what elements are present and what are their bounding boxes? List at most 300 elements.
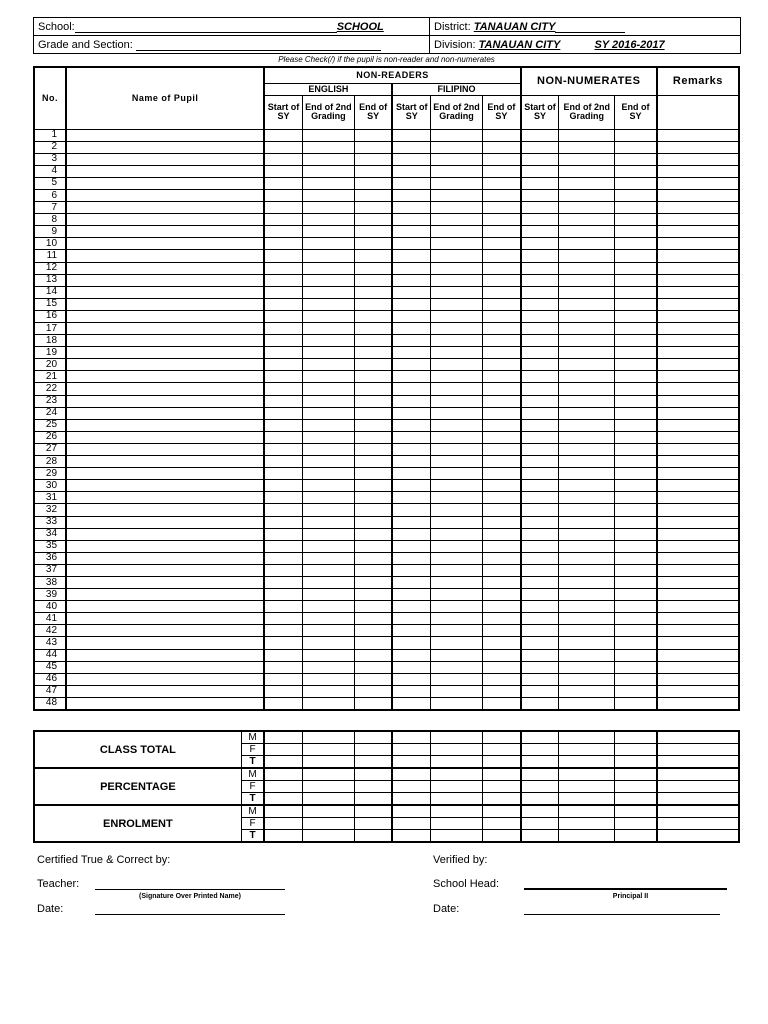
check-cell[interactable] — [483, 685, 521, 697]
check-cell[interactable] — [392, 226, 430, 238]
check-cell[interactable] — [354, 528, 392, 540]
summary-cell[interactable] — [354, 805, 392, 818]
check-cell[interactable] — [392, 540, 430, 552]
summary-cell[interactable] — [615, 805, 657, 818]
check-cell[interactable] — [483, 576, 521, 588]
check-cell[interactable] — [521, 443, 559, 455]
check-cell[interactable] — [264, 177, 302, 189]
check-cell[interactable] — [354, 274, 392, 286]
check-cell[interactable] — [559, 177, 615, 189]
check-cell[interactable] — [483, 214, 521, 226]
check-cell[interactable] — [264, 540, 302, 552]
check-cell[interactable] — [392, 286, 430, 298]
check-cell[interactable] — [392, 250, 430, 262]
remarks-cell[interactable] — [657, 540, 739, 552]
check-cell[interactable] — [354, 165, 392, 177]
check-cell[interactable] — [615, 274, 657, 286]
check-cell[interactable] — [430, 685, 482, 697]
summary-cell[interactable] — [392, 805, 430, 818]
check-cell[interactable] — [559, 395, 615, 407]
check-cell[interactable] — [264, 516, 302, 528]
pupil-name-cell[interactable] — [66, 335, 264, 347]
check-cell[interactable] — [354, 443, 392, 455]
check-cell[interactable] — [521, 480, 559, 492]
check-cell[interactable] — [521, 613, 559, 625]
check-cell[interactable] — [354, 129, 392, 141]
summary-cell[interactable] — [559, 818, 615, 830]
pupil-name-cell[interactable] — [66, 661, 264, 673]
check-cell[interactable] — [392, 613, 430, 625]
check-cell[interactable] — [354, 407, 392, 419]
check-cell[interactable] — [483, 286, 521, 298]
check-cell[interactable] — [430, 189, 482, 201]
check-cell[interactable] — [354, 371, 392, 383]
check-cell[interactable] — [559, 528, 615, 540]
pupil-name-cell[interactable] — [66, 395, 264, 407]
school-field[interactable] — [34, 18, 430, 36]
check-cell[interactable] — [430, 625, 482, 637]
check-cell[interactable] — [354, 697, 392, 710]
check-cell[interactable] — [430, 516, 482, 528]
summary-cell[interactable] — [354, 744, 392, 756]
check-cell[interactable] — [615, 649, 657, 661]
check-cell[interactable] — [615, 625, 657, 637]
summary-cell[interactable] — [354, 781, 392, 793]
check-cell[interactable] — [264, 601, 302, 613]
check-cell[interactable] — [559, 407, 615, 419]
pupil-name-cell[interactable] — [66, 177, 264, 189]
check-cell[interactable] — [264, 456, 302, 468]
check-cell[interactable] — [559, 347, 615, 359]
check-cell[interactable] — [521, 673, 559, 685]
check-cell[interactable] — [392, 323, 430, 335]
check-cell[interactable] — [559, 601, 615, 613]
pupil-name-cell[interactable] — [66, 407, 264, 419]
check-cell[interactable] — [392, 189, 430, 201]
summary-cell[interactable] — [483, 731, 521, 744]
check-cell[interactable] — [615, 576, 657, 588]
check-cell[interactable] — [615, 697, 657, 710]
check-cell[interactable] — [615, 395, 657, 407]
check-cell[interactable] — [521, 165, 559, 177]
summary-remarks-cell[interactable] — [657, 830, 739, 843]
summary-cell[interactable] — [521, 805, 559, 818]
check-cell[interactable] — [615, 564, 657, 576]
check-cell[interactable] — [559, 153, 615, 165]
check-cell[interactable] — [521, 661, 559, 673]
check-cell[interactable] — [354, 383, 392, 395]
check-cell[interactable] — [354, 589, 392, 601]
check-cell[interactable] — [483, 129, 521, 141]
check-cell[interactable] — [615, 468, 657, 480]
check-cell[interactable] — [302, 504, 354, 516]
check-cell[interactable] — [559, 359, 615, 371]
check-cell[interactable] — [392, 685, 430, 697]
check-cell[interactable] — [521, 347, 559, 359]
check-cell[interactable] — [521, 226, 559, 238]
check-cell[interactable] — [430, 552, 482, 564]
pupil-name-cell[interactable] — [66, 601, 264, 613]
check-cell[interactable] — [392, 443, 430, 455]
summary-cell[interactable] — [521, 756, 559, 769]
pupil-name-cell[interactable] — [66, 625, 264, 637]
remarks-cell[interactable] — [657, 637, 739, 649]
pupil-name-cell[interactable] — [66, 540, 264, 552]
check-cell[interactable] — [521, 153, 559, 165]
check-cell[interactable] — [615, 177, 657, 189]
check-cell[interactable] — [392, 697, 430, 710]
pupil-name-cell[interactable] — [66, 528, 264, 540]
summary-cell[interactable] — [559, 781, 615, 793]
date-right-line[interactable] — [524, 914, 720, 915]
pupil-name-cell[interactable] — [66, 613, 264, 625]
pupil-name-cell[interactable] — [66, 129, 264, 141]
remarks-cell[interactable] — [657, 613, 739, 625]
check-cell[interactable] — [264, 649, 302, 661]
check-cell[interactable] — [392, 202, 430, 214]
check-cell[interactable] — [615, 359, 657, 371]
summary-cell[interactable] — [302, 768, 354, 781]
check-cell[interactable] — [521, 202, 559, 214]
check-cell[interactable] — [483, 371, 521, 383]
check-cell[interactable] — [615, 613, 657, 625]
check-cell[interactable] — [430, 540, 482, 552]
remarks-cell[interactable] — [657, 552, 739, 564]
pupil-name-cell[interactable] — [66, 189, 264, 201]
summary-cell[interactable] — [354, 818, 392, 830]
check-cell[interactable] — [521, 371, 559, 383]
check-cell[interactable] — [430, 298, 482, 310]
check-cell[interactable] — [264, 274, 302, 286]
check-cell[interactable] — [559, 697, 615, 710]
check-cell[interactable] — [392, 601, 430, 613]
check-cell[interactable] — [392, 141, 430, 153]
summary-cell[interactable] — [483, 818, 521, 830]
check-cell[interactable] — [354, 685, 392, 697]
summary-cell[interactable] — [431, 744, 483, 756]
check-cell[interactable] — [521, 589, 559, 601]
check-cell[interactable] — [392, 153, 430, 165]
check-cell[interactable] — [264, 468, 302, 480]
check-cell[interactable] — [483, 613, 521, 625]
summary-cell[interactable] — [559, 731, 615, 744]
check-cell[interactable] — [392, 419, 430, 431]
check-cell[interactable] — [483, 310, 521, 322]
remarks-cell[interactable] — [657, 673, 739, 685]
school-head-signature-line[interactable] — [524, 888, 727, 890]
pupil-name-cell[interactable] — [66, 165, 264, 177]
check-cell[interactable] — [302, 395, 354, 407]
pupil-name-cell[interactable] — [66, 504, 264, 516]
summary-cell[interactable] — [264, 818, 302, 830]
check-cell[interactable] — [264, 419, 302, 431]
check-cell[interactable] — [483, 177, 521, 189]
check-cell[interactable] — [264, 528, 302, 540]
remarks-cell[interactable] — [657, 516, 739, 528]
check-cell[interactable] — [521, 262, 559, 274]
summary-cell[interactable] — [521, 781, 559, 793]
remarks-cell[interactable] — [657, 262, 739, 274]
summary-cell[interactable] — [431, 768, 483, 781]
check-cell[interactable] — [354, 516, 392, 528]
check-cell[interactable] — [430, 528, 482, 540]
check-cell[interactable] — [615, 189, 657, 201]
check-cell[interactable] — [302, 685, 354, 697]
check-cell[interactable] — [302, 589, 354, 601]
check-cell[interactable] — [430, 576, 482, 588]
check-cell[interactable] — [392, 480, 430, 492]
pupil-name-cell[interactable] — [66, 480, 264, 492]
check-cell[interactable] — [521, 685, 559, 697]
summary-cell[interactable] — [615, 768, 657, 781]
remarks-cell[interactable] — [657, 492, 739, 504]
check-cell[interactable] — [483, 492, 521, 504]
check-cell[interactable] — [302, 528, 354, 540]
summary-cell[interactable] — [483, 744, 521, 756]
check-cell[interactable] — [354, 564, 392, 576]
check-cell[interactable] — [302, 637, 354, 649]
check-cell[interactable] — [354, 202, 392, 214]
check-cell[interactable] — [302, 661, 354, 673]
check-cell[interactable] — [483, 468, 521, 480]
check-cell[interactable] — [521, 456, 559, 468]
check-cell[interactable] — [615, 153, 657, 165]
pupil-name-cell[interactable] — [66, 697, 264, 710]
remarks-cell[interactable] — [657, 129, 739, 141]
remarks-cell[interactable] — [657, 661, 739, 673]
check-cell[interactable] — [302, 226, 354, 238]
check-cell[interactable] — [392, 165, 430, 177]
check-cell[interactable] — [559, 468, 615, 480]
check-cell[interactable] — [302, 371, 354, 383]
check-cell[interactable] — [264, 395, 302, 407]
check-cell[interactable] — [264, 431, 302, 443]
pupil-name-cell[interactable] — [66, 286, 264, 298]
check-cell[interactable] — [302, 335, 354, 347]
summary-cell[interactable] — [264, 793, 302, 806]
check-cell[interactable] — [521, 177, 559, 189]
check-cell[interactable] — [302, 456, 354, 468]
check-cell[interactable] — [264, 250, 302, 262]
check-cell[interactable] — [392, 649, 430, 661]
check-cell[interactable] — [302, 492, 354, 504]
remarks-cell[interactable] — [657, 443, 739, 455]
summary-cell[interactable] — [431, 731, 483, 744]
check-cell[interactable] — [559, 323, 615, 335]
check-cell[interactable] — [483, 552, 521, 564]
check-cell[interactable] — [302, 238, 354, 250]
check-cell[interactable] — [615, 165, 657, 177]
check-cell[interactable] — [559, 661, 615, 673]
check-cell[interactable] — [264, 226, 302, 238]
pupil-name-cell[interactable] — [66, 274, 264, 286]
check-cell[interactable] — [559, 492, 615, 504]
pupil-name-cell[interactable] — [66, 419, 264, 431]
summary-cell[interactable] — [264, 731, 302, 744]
summary-remarks-cell[interactable] — [657, 818, 739, 830]
check-cell[interactable] — [483, 601, 521, 613]
check-cell[interactable] — [354, 298, 392, 310]
check-cell[interactable] — [264, 625, 302, 637]
remarks-cell[interactable] — [657, 286, 739, 298]
pupil-name-cell[interactable] — [66, 649, 264, 661]
check-cell[interactable] — [615, 323, 657, 335]
summary-cell[interactable] — [615, 818, 657, 830]
check-cell[interactable] — [521, 564, 559, 576]
summary-cell[interactable] — [615, 756, 657, 769]
check-cell[interactable] — [302, 431, 354, 443]
summary-cell[interactable] — [354, 731, 392, 744]
check-cell[interactable] — [615, 347, 657, 359]
summary-cell[interactable] — [392, 830, 430, 843]
check-cell[interactable] — [430, 286, 482, 298]
check-cell[interactable] — [430, 226, 482, 238]
check-cell[interactable] — [354, 153, 392, 165]
summary-cell[interactable] — [264, 830, 302, 843]
check-cell[interactable] — [559, 480, 615, 492]
summary-cell[interactable] — [615, 793, 657, 806]
remarks-cell[interactable] — [657, 274, 739, 286]
check-cell[interactable] — [302, 250, 354, 262]
summary-remarks-cell[interactable] — [657, 744, 739, 756]
check-cell[interactable] — [354, 262, 392, 274]
check-cell[interactable] — [521, 250, 559, 262]
check-cell[interactable] — [521, 528, 559, 540]
check-cell[interactable] — [264, 347, 302, 359]
summary-cell[interactable] — [302, 756, 354, 769]
check-cell[interactable] — [521, 141, 559, 153]
check-cell[interactable] — [483, 347, 521, 359]
check-cell[interactable] — [483, 673, 521, 685]
check-cell[interactable] — [483, 298, 521, 310]
check-cell[interactable] — [615, 383, 657, 395]
remarks-cell[interactable] — [657, 189, 739, 201]
remarks-cell[interactable] — [657, 431, 739, 443]
summary-cell[interactable] — [302, 744, 354, 756]
check-cell[interactable] — [430, 359, 482, 371]
check-cell[interactable] — [392, 371, 430, 383]
check-cell[interactable] — [483, 274, 521, 286]
check-cell[interactable] — [302, 189, 354, 201]
summary-cell[interactable] — [483, 768, 521, 781]
district-field[interactable] — [430, 18, 741, 36]
check-cell[interactable] — [264, 359, 302, 371]
check-cell[interactable] — [521, 238, 559, 250]
check-cell[interactable] — [302, 177, 354, 189]
check-cell[interactable] — [483, 589, 521, 601]
check-cell[interactable] — [521, 359, 559, 371]
pupil-name-cell[interactable] — [66, 552, 264, 564]
date-left-line[interactable] — [95, 914, 285, 915]
check-cell[interactable] — [354, 323, 392, 335]
remarks-cell[interactable] — [657, 625, 739, 637]
summary-cell[interactable] — [302, 793, 354, 806]
check-cell[interactable] — [430, 214, 482, 226]
check-cell[interactable] — [392, 637, 430, 649]
check-cell[interactable] — [559, 238, 615, 250]
check-cell[interactable] — [559, 564, 615, 576]
summary-cell[interactable] — [615, 830, 657, 843]
check-cell[interactable] — [354, 637, 392, 649]
check-cell[interactable] — [392, 177, 430, 189]
summary-cell[interactable] — [615, 731, 657, 744]
pupil-name-cell[interactable] — [66, 238, 264, 250]
check-cell[interactable] — [264, 383, 302, 395]
check-cell[interactable] — [430, 153, 482, 165]
check-cell[interactable] — [302, 625, 354, 637]
check-cell[interactable] — [264, 589, 302, 601]
check-cell[interactable] — [615, 335, 657, 347]
check-cell[interactable] — [430, 589, 482, 601]
check-cell[interactable] — [521, 649, 559, 661]
summary-cell[interactable] — [559, 805, 615, 818]
check-cell[interactable] — [521, 601, 559, 613]
remarks-cell[interactable] — [657, 576, 739, 588]
check-cell[interactable] — [521, 492, 559, 504]
check-cell[interactable] — [354, 177, 392, 189]
check-cell[interactable] — [392, 492, 430, 504]
check-cell[interactable] — [354, 649, 392, 661]
check-cell[interactable] — [392, 589, 430, 601]
check-cell[interactable] — [354, 456, 392, 468]
check-cell[interactable] — [521, 323, 559, 335]
check-cell[interactable] — [430, 637, 482, 649]
check-cell[interactable] — [615, 419, 657, 431]
remarks-cell[interactable] — [657, 371, 739, 383]
check-cell[interactable] — [559, 202, 615, 214]
check-cell[interactable] — [615, 673, 657, 685]
check-cell[interactable] — [354, 673, 392, 685]
check-cell[interactable] — [302, 601, 354, 613]
check-cell[interactable] — [392, 274, 430, 286]
remarks-cell[interactable] — [657, 419, 739, 431]
remarks-cell[interactable] — [657, 685, 739, 697]
check-cell[interactable] — [559, 649, 615, 661]
check-cell[interactable] — [264, 443, 302, 455]
check-cell[interactable] — [521, 419, 559, 431]
check-cell[interactable] — [430, 202, 482, 214]
check-cell[interactable] — [483, 383, 521, 395]
check-cell[interactable] — [521, 697, 559, 710]
check-cell[interactable] — [521, 274, 559, 286]
summary-remarks-cell[interactable] — [657, 793, 739, 806]
check-cell[interactable] — [559, 552, 615, 564]
check-cell[interactable] — [521, 286, 559, 298]
pupil-name-cell[interactable] — [66, 141, 264, 153]
check-cell[interactable] — [264, 165, 302, 177]
check-cell[interactable] — [302, 262, 354, 274]
check-cell[interactable] — [354, 540, 392, 552]
check-cell[interactable] — [483, 625, 521, 637]
check-cell[interactable] — [615, 214, 657, 226]
check-cell[interactable] — [354, 504, 392, 516]
check-cell[interactable] — [354, 601, 392, 613]
check-cell[interactable] — [559, 673, 615, 685]
check-cell[interactable] — [483, 335, 521, 347]
remarks-cell[interactable] — [657, 153, 739, 165]
remarks-cell[interactable] — [657, 395, 739, 407]
summary-cell[interactable] — [264, 781, 302, 793]
check-cell[interactable] — [264, 371, 302, 383]
check-cell[interactable] — [354, 141, 392, 153]
summary-cell[interactable] — [483, 793, 521, 806]
remarks-cell[interactable] — [657, 649, 739, 661]
check-cell[interactable] — [354, 226, 392, 238]
check-cell[interactable] — [264, 673, 302, 685]
summary-cell[interactable] — [302, 818, 354, 830]
check-cell[interactable] — [615, 540, 657, 552]
check-cell[interactable] — [559, 165, 615, 177]
